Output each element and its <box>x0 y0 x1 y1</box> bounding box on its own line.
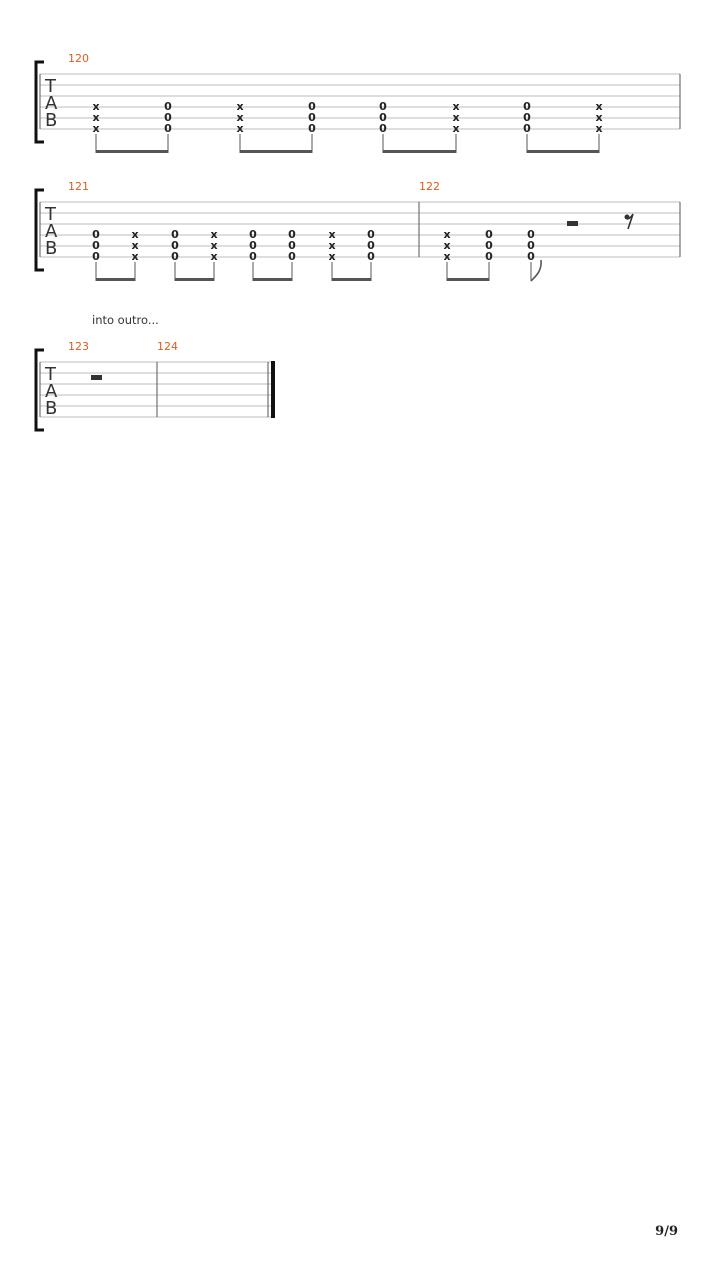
fret-note: 0 <box>379 111 387 124</box>
fret-note: 0 <box>527 239 535 252</box>
staff-lines <box>40 74 680 129</box>
fret-note: x <box>92 111 100 124</box>
fret-note: 0 <box>379 122 387 135</box>
fret-note: 0 <box>308 100 316 113</box>
chord <box>367 228 375 263</box>
fret-note: x <box>236 122 244 135</box>
fret-note: x <box>452 100 460 113</box>
tab-system-1 <box>36 52 680 152</box>
beam-group <box>96 134 600 152</box>
fret-note: 0 <box>288 250 296 263</box>
fret-note: 0 <box>249 239 257 252</box>
fret-note: 0 <box>92 228 100 241</box>
section-annotation: into outro... <box>92 313 159 327</box>
fret-note: x <box>328 250 336 263</box>
fret-note: x <box>443 250 451 263</box>
eighth-flag <box>531 260 541 281</box>
fret-note: x <box>236 100 244 113</box>
fret-note: 0 <box>92 239 100 252</box>
fret-note: x <box>595 111 603 124</box>
fret-note: x <box>452 122 460 135</box>
fret-note: x <box>443 239 451 252</box>
fret-note: x <box>328 239 336 252</box>
fret-note: 0 <box>379 100 387 113</box>
fret-note: 0 <box>249 228 257 241</box>
tab-system-3 <box>36 313 273 430</box>
fret-note: x <box>328 228 336 241</box>
chord <box>379 100 387 135</box>
chord <box>92 228 100 263</box>
measure-number: 123 <box>68 340 89 353</box>
chord <box>527 228 535 263</box>
fret-note: 0 <box>523 100 531 113</box>
fret-note: x <box>595 122 603 135</box>
fret-note: x <box>92 100 100 113</box>
chord <box>92 100 99 135</box>
tab-clef-a: A <box>45 93 58 114</box>
fret-note: x <box>131 250 139 263</box>
chord <box>328 228 335 263</box>
fret-note: 0 <box>288 239 296 252</box>
fret-note: x <box>92 122 100 135</box>
fret-note: 0 <box>164 111 172 124</box>
fret-note: 0 <box>164 100 172 113</box>
fret-note: 0 <box>527 250 535 263</box>
fret-note: 0 <box>288 228 296 241</box>
chord <box>595 100 602 135</box>
fret-note: 0 <box>367 239 375 252</box>
fret-note: 0 <box>171 239 179 252</box>
fret-note: 0 <box>485 250 493 263</box>
fret-note: 0 <box>367 250 375 263</box>
measure-number: 124 <box>157 340 178 353</box>
chord <box>485 228 493 263</box>
chord <box>443 228 450 263</box>
tab-clef-b: B <box>45 110 58 131</box>
chord <box>210 228 217 263</box>
fret-note: x <box>452 111 460 124</box>
fret-note: 0 <box>308 111 316 124</box>
measure-number: 121 <box>68 180 89 193</box>
tab-clef-a: A <box>45 221 58 242</box>
tab-clef-a: A <box>45 381 58 402</box>
staff-lines <box>40 362 272 417</box>
tab-clef-b: B <box>45 238 58 259</box>
fret-note: x <box>236 111 244 124</box>
eighth-rest <box>625 214 634 229</box>
fret-note: x <box>131 228 139 241</box>
chord <box>164 100 172 135</box>
fret-note: 0 <box>485 228 493 241</box>
chord <box>452 100 459 135</box>
fret-note: 0 <box>308 122 316 135</box>
measure-number: 120 <box>68 52 89 65</box>
tab-clef-t: T <box>45 76 56 97</box>
page-number: 9/9 <box>655 1224 678 1239</box>
fret-note: 0 <box>527 228 535 241</box>
tab-clef-t: T <box>45 204 56 225</box>
chord <box>236 100 243 135</box>
fret-note: 0 <box>164 122 172 135</box>
chord <box>131 228 138 263</box>
chord <box>249 228 257 263</box>
tab-system-2 <box>36 180 680 281</box>
fret-note: x <box>595 100 603 113</box>
fret-note: 0 <box>367 228 375 241</box>
fret-note: 0 <box>171 250 179 263</box>
chord <box>308 100 316 135</box>
beam-group <box>96 262 490 280</box>
fret-note: 0 <box>92 250 100 263</box>
fret-note: x <box>210 239 218 252</box>
fret-note: x <box>131 239 139 252</box>
fret-note: x <box>443 228 451 241</box>
chord <box>171 228 179 263</box>
fret-note: 0 <box>523 111 531 124</box>
tab-clef-t: T <box>45 364 56 385</box>
fret-note: 0 <box>485 239 493 252</box>
fret-note: 0 <box>523 122 531 135</box>
chord <box>288 228 296 263</box>
fret-note: 0 <box>171 228 179 241</box>
fret-note: x <box>210 250 218 263</box>
fret-note: 0 <box>249 250 257 263</box>
chord <box>523 100 531 135</box>
tab-clef-b: B <box>45 398 58 419</box>
whole-rest <box>91 375 102 380</box>
half-rest <box>567 221 578 226</box>
measure-number: 122 <box>419 180 440 193</box>
fret-note: x <box>210 228 218 241</box>
